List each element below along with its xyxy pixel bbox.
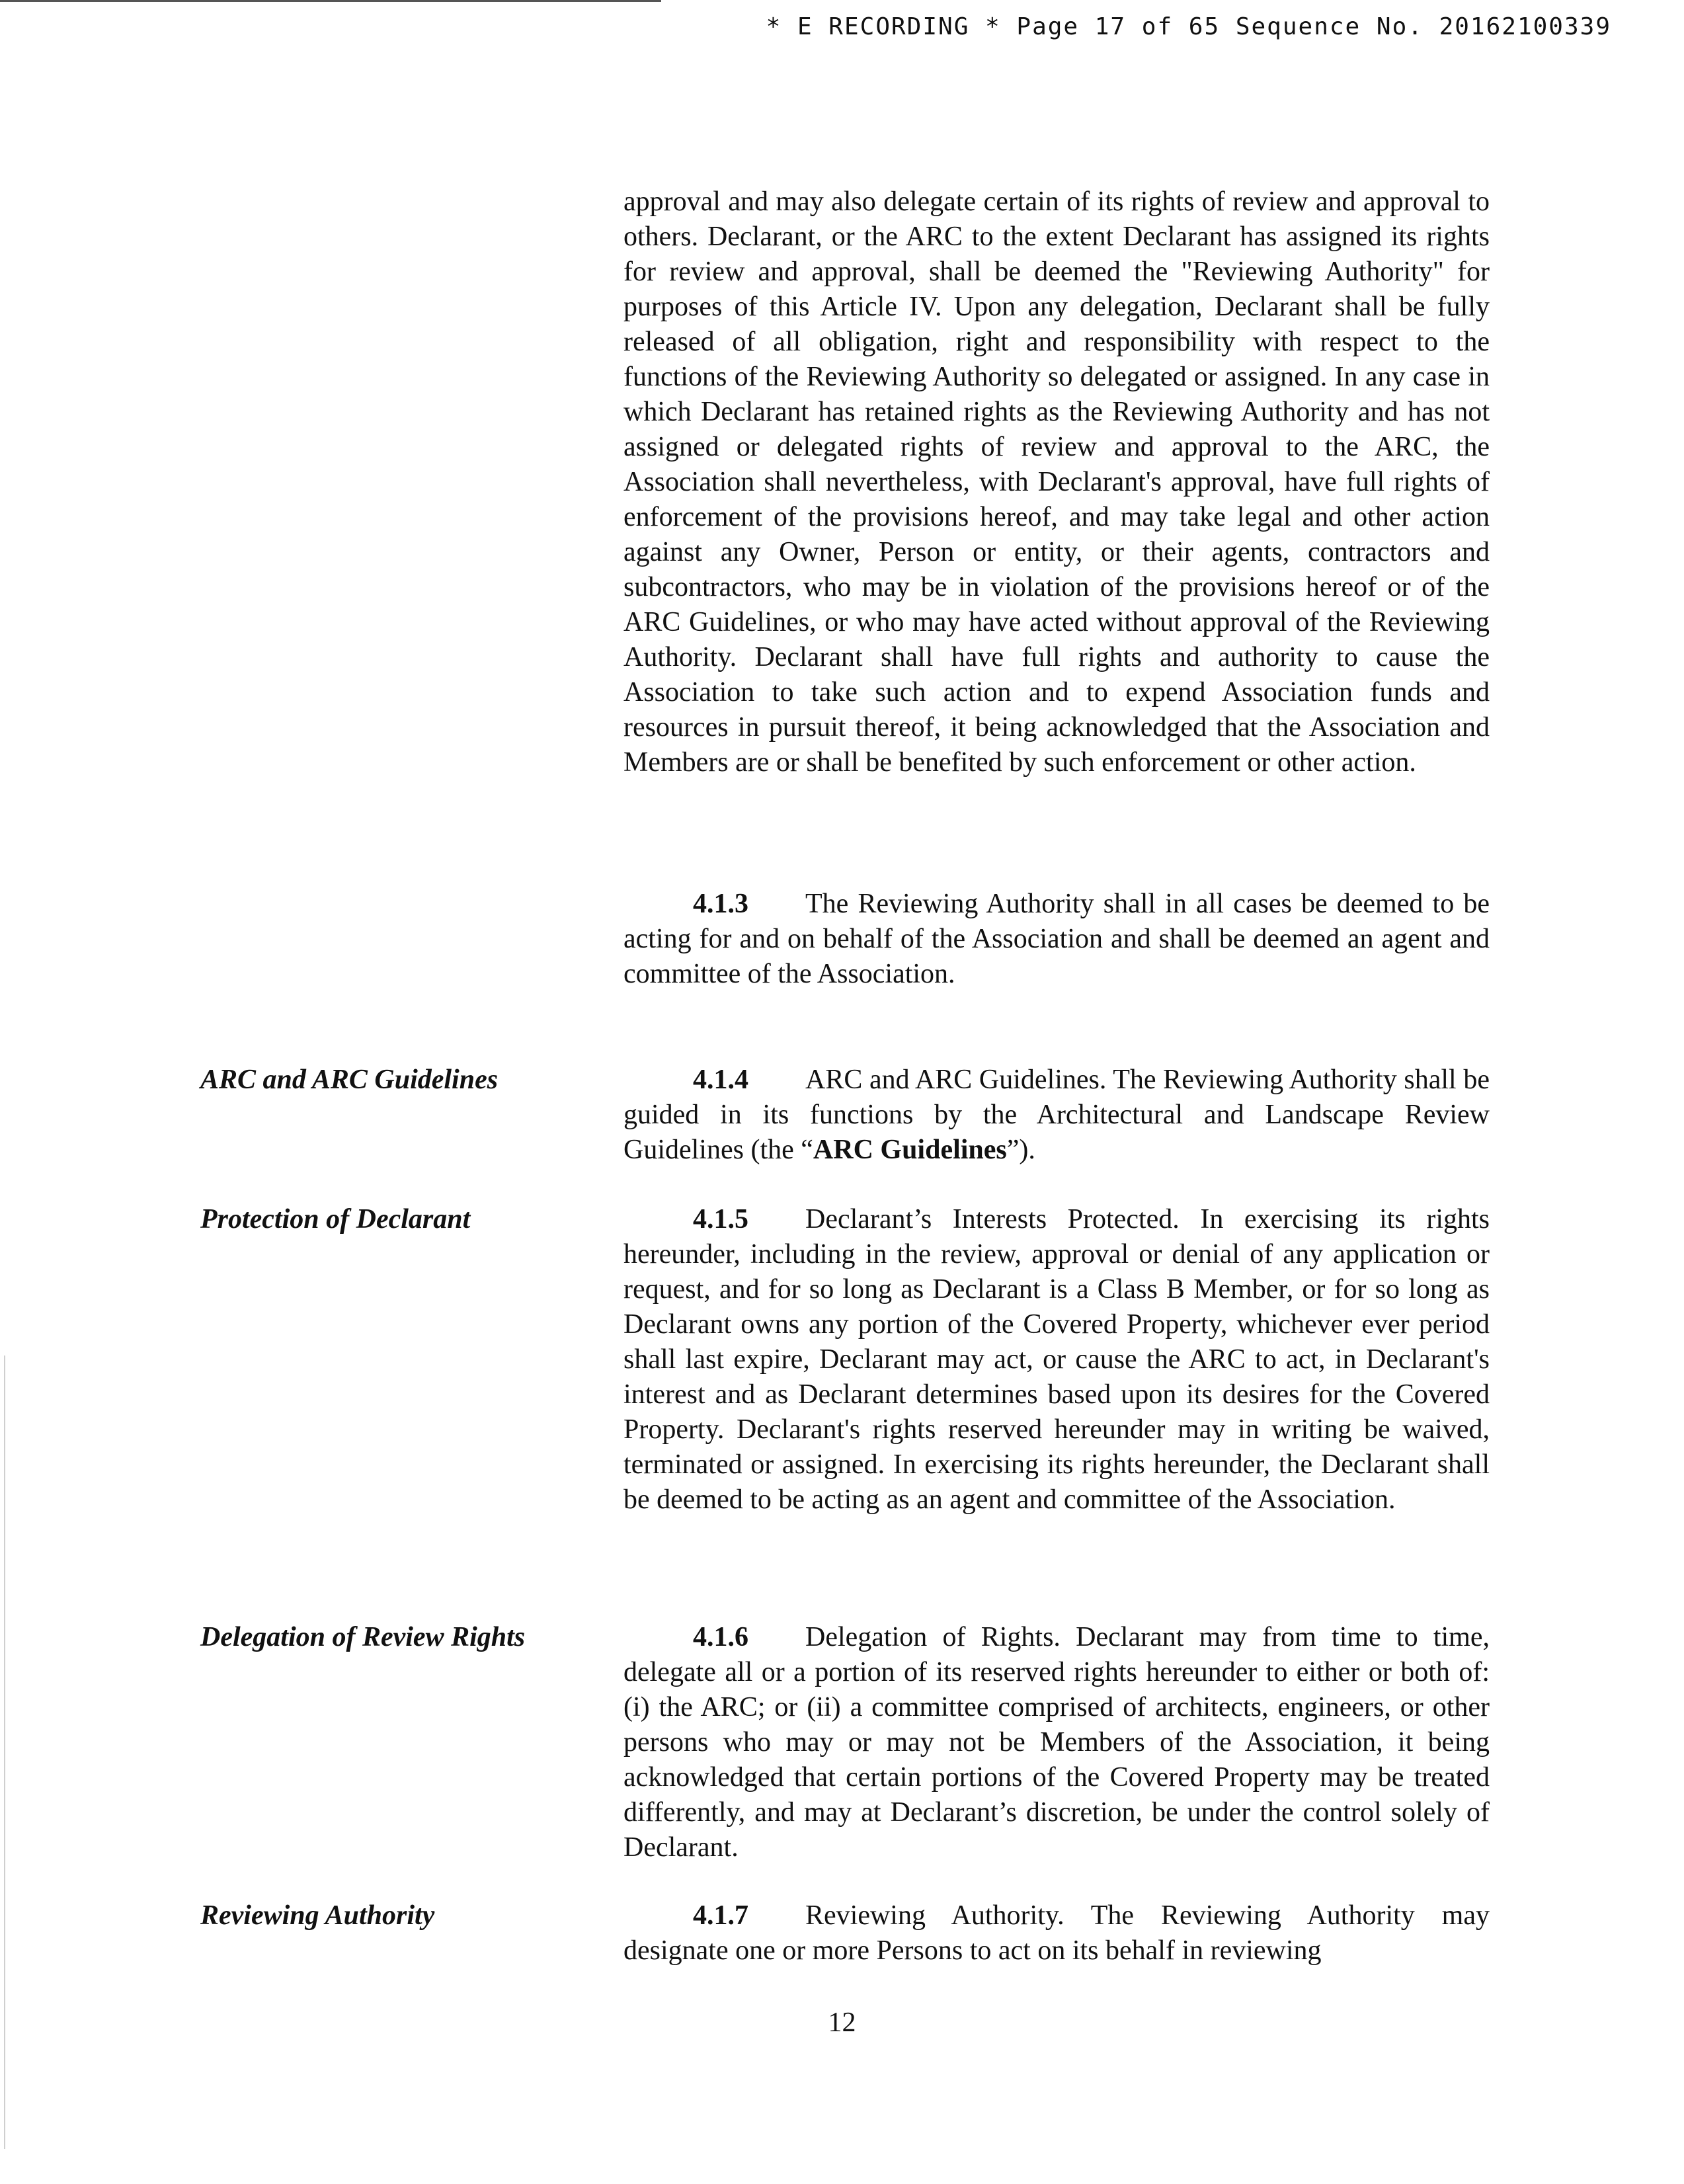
margin-heading-reviewing-authority: Reviewing Authority [200,1900,435,1931]
section-4-1-4 [623,1063,1490,1168]
section-number: 4.1.5 [693,1204,748,1234]
page-number: 12 [828,2007,856,2038]
section-text-after: ”). [1006,1135,1035,1165]
section-4-1-6 [623,1620,1490,1865]
recording-stamp: * E RECORDING * Page 17 of 65 Sequence No. 20162100339 [766,13,1611,40]
section-number: 4.1.7 [693,1900,748,1931]
continuation-paragraph: approval and may also delegate certain of its rights of review and approval to others. Declarant, or the ARC to the extent Declarant has assigned its rights for review and approval, shall be deemed the "Reviewing Authority" for purposes of this Article IV. Upon any delegation, Declarant shall be fully released of all obligation, right and responsibility with respect to the functions of the Reviewing Authority so delegated or assigned. In any case in which Declarant has retained rights as the Reviewing Authority and has not assigned or delegated rights of review and approval to the ARC, the Association shall nevertheless, with Declarant's approval, have full rights of enforcement of the provisions hereof, and may take legal and other action against any Owner, Person or entity, or their agents, contractors and subcontractors, who may be in violation of the provisions hereof or of the ARC Guidelines, or who may have acted without approval of the Reviewing Authority. Declarant shall have full rights and authority to cause the Association to take such action and to expend Association funds and resources in pursuit thereof, it being acknowledged that the Association and Members are or shall be benefited by such enforcement or other action. [623,186,1490,778]
section-text: Delegation of Rights. Declarant may from time to time, delegate all or a portion of its reserved rights hereunder to either or both of: (i) the ARC; or (ii) a committee comprised of architects, engineers, or other persons who may or may not be Members of the Association, it being acknowledged that certain portions of the Covered Property may be treated differently, and may at Declarant’s discretion, be under the control solely of Declarant. [623,1622,1490,1863]
section-4-1-3 [623,887,1490,992]
section-text: Declarant’s Interests Protected. In exercising its rights hereunder, including in the review, approval or denial of any application or request, and for so long as Declarant is a Class B Member, or for so long as Declarant owns any portion of the Covered Property, whichever ever period shall last expire, Declarant may act, or cause the ARC to act, in Declarant's interest and as Declarant determines based upon its desires for the Covered Property. Declarant's rights reserved hereunder may in writing be waived, terminated or assigned. In exercising its rights hereunder, the Declarant shall be deemed to be acting as an agent and committee of the Association. [623,1204,1490,1515]
section-text: The Reviewing Authority shall in all cases be deemed to be acting for and on behalf of the Association and shall be deemed an agent and committee of the Association. [623,889,1490,989]
section-number: 4.1.4 [693,1065,748,1095]
margin-heading-arc-guidelines: ARC and ARC Guidelines [200,1065,499,1095]
section-4-1-7 [623,1898,1490,1968]
section-4-1-5 [623,1202,1490,1517]
defined-term: ARC Guidelines [813,1135,1007,1165]
margin-heading-delegation-of-review-rights: Delegation of Review Rights [200,1622,526,1652]
section-number: 4.1.6 [693,1622,748,1652]
section-text: ARC and ARC Guidelines. The Reviewing Authority shall be guided in its functions by the Architectural and Landscape Review Guidelines (the “ [623,1065,1490,1165]
section-number: 4.1.3 [693,889,748,919]
top-scan-rule [0,0,661,2]
section-text: Reviewing Authority. The Reviewing Authority may designate one or more Persons to act on its behalf in reviewing [623,1900,1490,1966]
margin-heading-protection-of-declarant: Protection of Declarant [200,1204,471,1234]
